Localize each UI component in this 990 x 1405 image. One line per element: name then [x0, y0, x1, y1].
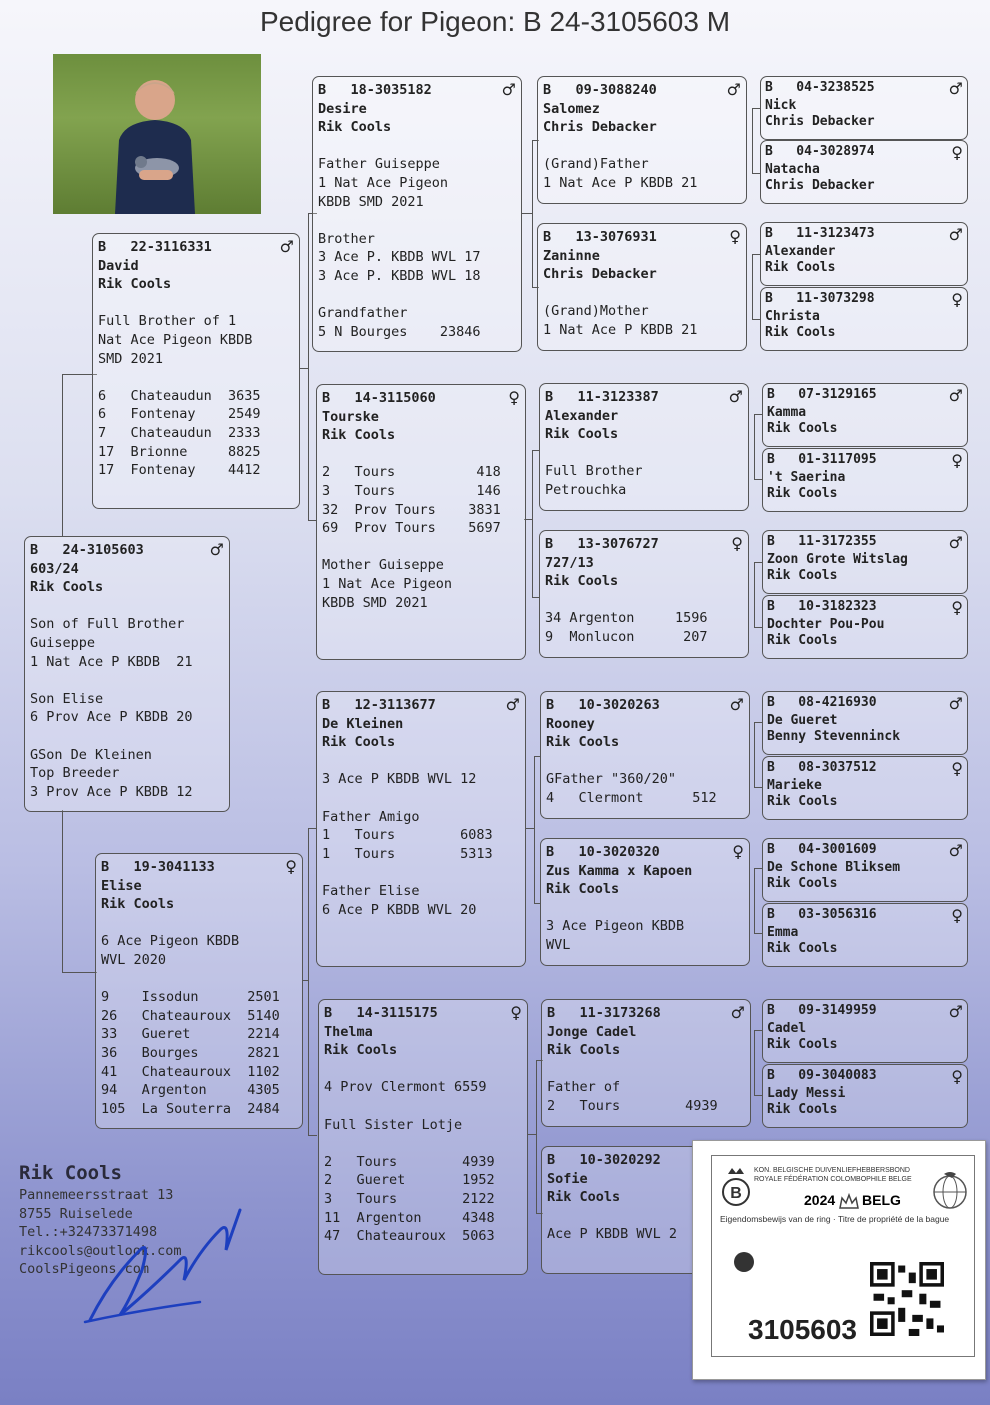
breeder-website[interactable]: CoolsPigeons.com — [19, 1261, 150, 1278]
pigeon-note — [547, 1207, 705, 1226]
pigeon-note — [98, 368, 294, 387]
page-title: Pedigree for Pigeon: B 24-3105603 M — [259, 6, 731, 37]
pigeon-owner: Rik Cools — [767, 876, 838, 891]
pigeon-note: 1 Nat Ace Pigeon — [318, 174, 449, 191]
pigeon-note: 105 La Souterra 2484 — [101, 1100, 280, 1117]
pigeon-name: De Gueret — [767, 713, 838, 728]
pigeon-note: KBDB SMD 2021 — [318, 193, 424, 210]
pigeon-note: 33 Gueret 2214 — [101, 1026, 280, 1043]
svg-text:B: B — [730, 1185, 742, 1202]
ring-number: B 10-3020292 — [547, 1152, 661, 1168]
pigeon-note: WVL — [546, 936, 571, 953]
pigeon-note: 17 Brionne 8825 — [98, 443, 261, 460]
ring-card-country: BELG — [862, 1192, 901, 1208]
ring-card-punch-hole — [734, 1252, 754, 1272]
ring-number: B 04-3238525 — [765, 80, 875, 95]
pigeon-header — [547, 1151, 705, 1170]
pigeon-card-g8 — [762, 595, 968, 659]
male-symbol-icon: ♂ — [209, 540, 224, 559]
pigeon-note: Father Guiseppe — [318, 156, 440, 173]
pigeon-name: Rooney — [546, 715, 595, 732]
pigeon-note — [30, 671, 224, 690]
pigeon-name: Elise — [101, 877, 142, 894]
signature-image — [80, 1190, 260, 1330]
pigeon-header — [767, 695, 963, 713]
male-symbol-icon: ♂ — [726, 80, 741, 99]
pigeon-note: 3 Tours 2122 — [324, 1190, 495, 1207]
ring-number: B 03-3056316 — [767, 907, 877, 922]
pigeon-note: WVL 2020 — [101, 951, 167, 968]
pigeon-card-mfm — [540, 838, 750, 966]
female-symbol-icon: ♀ — [951, 1067, 963, 1086]
fci-globe-icon — [930, 1170, 970, 1210]
pigeon-header — [767, 599, 963, 617]
pigeon-note — [322, 445, 520, 464]
pigeon-owner: Rik Cools — [545, 573, 619, 590]
female-symbol-icon: ♀ — [951, 290, 963, 309]
pigeon-owner: Rik Cools — [545, 426, 619, 443]
pigeon-name: De Kleinen — [322, 715, 404, 732]
pigeon-name: Jonge Cadel — [547, 1023, 637, 1040]
pigeon-card-mff — [540, 691, 750, 819]
pigeon-header — [318, 81, 516, 100]
pigeon-header — [543, 228, 741, 247]
male-symbol-icon: ♂ — [728, 387, 743, 406]
pigeon-note — [30, 727, 224, 746]
pigeon-note — [545, 444, 743, 463]
pigeon-owner: Chris Debacker — [765, 178, 875, 193]
pigeon-note: Ace P KBDB WVL 2 — [547, 1226, 678, 1243]
pigeon-card-fm — [316, 384, 526, 660]
pigeon-note — [545, 591, 743, 610]
pigeon-note: 2 Tours 4939 — [547, 1097, 718, 1114]
ring-number: B 01-3117095 — [767, 452, 877, 467]
pigeon-owner: Rik Cools — [30, 579, 104, 596]
breeder-figure — [115, 72, 195, 214]
pigeon-owner: Rik Cools — [767, 941, 838, 956]
male-symbol-icon: ♂ — [948, 1002, 963, 1021]
pigeon-owner: Rik Cools — [546, 881, 620, 898]
pigeon-note — [98, 294, 294, 313]
pigeon-name: Alexander — [545, 407, 619, 424]
ring-card-frame — [711, 1155, 975, 1357]
pigeon-header — [767, 387, 963, 405]
female-symbol-icon: ♀ — [951, 451, 963, 470]
pigeon-owner: Rik Cools — [322, 734, 396, 751]
pigeon-card-ffm — [537, 223, 747, 351]
ring-ownership-card — [692, 1140, 986, 1380]
pigeon-note: 69 Prov Tours 5697 — [322, 520, 501, 537]
pigeon-header — [322, 696, 520, 715]
pigeon-note: Full Brother of 1 — [98, 313, 237, 330]
pigeon-note: 1 Nat Ace Pigeon — [322, 575, 453, 592]
pigeon-name: De Schone Bliksem — [767, 860, 901, 875]
pigeon-owner: Rik Cools — [765, 260, 836, 275]
pigeon-note: 34 Argenton 1596 — [545, 610, 708, 627]
pigeon-note — [322, 752, 520, 771]
pigeon-name: Zus Kamma x Kapoen — [546, 862, 693, 879]
pigeon-header — [101, 858, 297, 877]
pigeon-note: Full Sister Lotje — [324, 1116, 463, 1133]
ring-number: B 11-3073298 — [765, 291, 875, 306]
pigeon-card-mother — [95, 853, 303, 1129]
male-symbol-icon: ♂ — [279, 237, 294, 256]
pigeon-header — [765, 291, 963, 309]
pigeon-header — [545, 388, 743, 407]
pigeon-owner: Rik Cools — [318, 119, 392, 136]
pigeon-note: Mother Guiseppe — [322, 557, 444, 574]
pigeon-note: 1 Nat Ace P KBDB 21 — [30, 653, 193, 670]
ring-number: B 14-3115175 — [324, 1005, 438, 1021]
breeder-name: Rik Cools — [19, 1162, 122, 1184]
pigeon-header — [767, 760, 963, 778]
pigeon-owner: Rik Cools — [767, 633, 838, 648]
pigeon-note: 41 Chateauroux 1102 — [101, 1063, 280, 1080]
female-symbol-icon: ♀ — [731, 534, 743, 553]
pigeon-note: 6 Ace Pigeon KBDB — [101, 933, 240, 950]
pigeon-card-g11 — [762, 838, 968, 902]
pigeon-note: Father of — [547, 1079, 621, 1096]
pigeon-name: Lady Messi — [767, 1086, 846, 1101]
female-symbol-icon: ♀ — [951, 759, 963, 778]
pigeon-name: Tourske — [322, 408, 379, 425]
ring-card-org-nl: KON. BELGISCHE DUIVENLIEFHEBBERSBOND — [754, 1167, 910, 1174]
pigeon-note: 9 Monlucon 207 — [545, 628, 708, 645]
male-symbol-icon: ♂ — [948, 225, 963, 244]
pigeon-card-g13 — [762, 999, 968, 1063]
pigeon-header — [767, 1068, 963, 1086]
pigeon-note — [543, 137, 741, 156]
pigeon-note: GFather "360/20" — [546, 771, 677, 788]
pigeon-note: Grandfather — [318, 305, 408, 322]
pigeon-name: Zoon Grote Witslag — [767, 552, 908, 567]
pigeon-note — [546, 899, 744, 918]
pigeon-note: GSon De Kleinen — [30, 746, 152, 763]
pigeon-note: 3 Ace P. KBDB WVL 18 — [318, 267, 481, 284]
pigeon-header — [767, 842, 963, 860]
pigeon-card-father — [92, 233, 300, 509]
ring-number: B 09-3040083 — [767, 1068, 877, 1083]
pigeon-name: Nick — [765, 98, 797, 113]
male-symbol-icon: ♂ — [729, 695, 744, 714]
pigeon-card-g3 — [760, 222, 968, 286]
pigeon-owner: Rik Cools — [101, 896, 175, 913]
ring-number: B 22-3116331 — [98, 239, 212, 255]
pigeon-note: 1 Nat Ace P KBDB 21 — [543, 174, 698, 191]
pigeon-header — [30, 541, 224, 560]
pigeon-note: 11 Argenton 4348 — [324, 1209, 495, 1226]
pigeon-note: 36 Bourges 2821 — [101, 1044, 280, 1061]
pigeon-note — [101, 914, 297, 933]
pigeon-card-subject — [24, 536, 230, 812]
ring-number: B 18-3035182 — [318, 82, 432, 98]
breeder-email[interactable]: rikcools@outlook.com — [19, 1242, 182, 1259]
ring-number: B 09-3088240 — [543, 82, 657, 98]
pigeon-header — [545, 535, 743, 554]
pigeon-header — [767, 534, 963, 552]
pigeon-owner: Rik Cools — [767, 568, 838, 583]
pigeon-note: 26 Chateauroux 5140 — [101, 1007, 280, 1024]
ring-card-org — [754, 1166, 912, 1184]
pigeon-name: Kamma — [767, 405, 807, 420]
pigeon-note: 4 Clermont 512 — [546, 789, 717, 806]
pigeon-owner: Benny Stevenninck — [767, 729, 901, 744]
ring-number: B 04-3028974 — [765, 144, 875, 159]
male-symbol-icon: ♂ — [948, 386, 963, 405]
ring-number: B 08-4216930 — [767, 695, 877, 710]
pigeon-card-mmm — [541, 1146, 711, 1274]
pigeon-note: 6 Prov Ace P KBDB 20 — [30, 709, 193, 726]
pigeon-owner: Rik Cools — [98, 276, 172, 293]
pigeon-note — [30, 597, 224, 616]
pigeon-card-g14 — [762, 1064, 968, 1128]
pigeon-note — [547, 1060, 745, 1079]
pigeon-card-g1 — [760, 76, 968, 140]
ring-number: B 12-3113677 — [322, 697, 436, 713]
pigeon-note: (Grand)Father — [543, 156, 649, 173]
pigeon-card-fmm — [539, 530, 749, 658]
pigeon-note — [324, 1134, 522, 1153]
pigeon-note: Brother — [318, 230, 375, 247]
male-symbol-icon: ♂ — [948, 533, 963, 552]
pigeon-note: 9 Issodun 2501 — [101, 989, 280, 1006]
crown-icon — [838, 1192, 860, 1210]
pigeon-note: 1 Nat Ace P KBDB 21 — [543, 321, 698, 338]
pigeon-header — [547, 1004, 745, 1023]
pigeon-owner: Chris Debacker — [765, 114, 875, 129]
pigeon-card-g10 — [762, 756, 968, 820]
pigeon-owner: Rik Cools — [547, 1042, 621, 1059]
pigeon-note: 1 Tours 6083 — [322, 827, 493, 844]
breeder-city: 8755 Ruiselede — [19, 1205, 133, 1222]
male-symbol-icon: ♂ — [948, 694, 963, 713]
female-symbol-icon: ♀ — [732, 842, 744, 861]
pigeon-note — [324, 1060, 522, 1079]
pigeon-card-mmf — [541, 999, 751, 1127]
pigeon-owner: Rik Cools — [767, 1037, 838, 1052]
pigeon-note: Top Breeder — [30, 765, 120, 782]
pigeon-header — [322, 389, 520, 408]
female-symbol-icon: ♀ — [951, 906, 963, 925]
pigeon-card-g6 — [762, 448, 968, 512]
female-symbol-icon: ♀ — [729, 227, 741, 246]
pigeon-header — [767, 452, 963, 470]
female-symbol-icon: ♀ — [951, 598, 963, 617]
female-symbol-icon: ♀ — [951, 143, 963, 162]
male-symbol-icon: ♂ — [501, 80, 516, 99]
pigeon-owner: Rik Cools — [322, 427, 396, 444]
pigeon-card-fff — [537, 76, 747, 204]
pigeon-note: 2 Tours 418 — [322, 464, 501, 481]
pigeon-owner: Chris Debacker — [543, 266, 657, 283]
ring-number: B 11-3172355 — [767, 534, 877, 549]
pigeon-note: Father Elise — [322, 882, 420, 899]
pigeon-owner: Chris Debacker — [543, 119, 657, 136]
pigeon-owner: Rik Cools — [546, 734, 620, 751]
pigeon-name: Dochter Pou-Pou — [767, 617, 885, 632]
pigeon-name: Marieke — [767, 778, 822, 793]
pigeon-note — [318, 137, 516, 156]
female-symbol-icon: ♀ — [508, 388, 520, 407]
pigeon-header — [546, 696, 744, 715]
pigeon-note: 4 Prov Clermont 6559 — [324, 1079, 487, 1096]
breeder-phone: Tel.:+32473371498 — [19, 1224, 158, 1241]
pigeon-header — [98, 238, 294, 257]
pigeon-note: Petrouchka — [545, 481, 627, 498]
pigeon-note: Father Amigo — [322, 808, 420, 825]
breeder-street: Pannemeersstraat 13 — [19, 1187, 174, 1203]
pigeon-note: 6 Fontenay 2549 — [98, 406, 261, 423]
ring-card-org-fr: ROYALE FÉDÉRATION COLOMBOPHILE BELGE — [754, 1176, 912, 1183]
kbdb-logo-icon — [720, 1168, 752, 1208]
pigeon-card-ff — [312, 76, 522, 352]
ring-card-ownership: Eigendomsbewijs van de ring · Titre de propriété de la bague — [720, 1214, 950, 1224]
pigeon-header — [765, 80, 963, 98]
pigeon-note: 3 Prov Ace P KBDB 12 — [30, 783, 193, 800]
pigeon-note: 2 Gueret 1952 — [324, 1172, 495, 1189]
pigeon-note: Guiseppe — [30, 634, 96, 651]
pigeon-card-mf — [316, 691, 526, 967]
ring-number: B 11-3123387 — [545, 389, 659, 405]
pigeon-note — [322, 538, 520, 557]
pigeon-name: Sofie — [547, 1170, 588, 1187]
pigeon-name: Cadel — [767, 1021, 807, 1036]
pigeon-card-fmf — [539, 383, 749, 511]
female-symbol-icon: ♀ — [510, 1003, 522, 1022]
pigeon-note — [322, 863, 520, 882]
ring-number: B 19-3041133 — [101, 859, 215, 875]
pigeon-header — [324, 1004, 522, 1023]
pigeon-note — [318, 286, 516, 305]
pigeon-header — [767, 907, 963, 925]
pigeon-note: 7 Chateaudun 2333 — [98, 424, 261, 441]
pigeon-note — [543, 284, 741, 303]
pigeon-owner: Rik Cools — [767, 421, 838, 436]
pigeon-card-g9 — [762, 691, 968, 755]
pigeon-note: 3 Ace Pigeon KBDB — [546, 918, 685, 935]
pigeon-name: 't Saerina — [767, 470, 846, 485]
pigeon-owner: Rik Cools — [547, 1189, 621, 1206]
pigeon-name: 727/13 — [545, 554, 594, 571]
pigeon-note — [318, 211, 516, 230]
pigeon-note — [546, 752, 744, 771]
pigeon-header — [546, 843, 744, 862]
ring-number: B 11-3173268 — [547, 1005, 661, 1021]
pigeon-name: Zaninne — [543, 247, 600, 264]
pigeon-note: (Grand)Mother — [543, 303, 649, 320]
pigeon-name: Natacha — [765, 162, 820, 177]
ring-card-year: 2024 — [804, 1192, 836, 1208]
pigeon-note: 47 Chateauroux 5063 — [324, 1228, 495, 1245]
female-symbol-icon: ♀ — [285, 857, 297, 876]
pigeon-note: Full Brother — [545, 463, 643, 480]
pigeon-owner: Rik Cools — [767, 486, 838, 501]
pigeon-header — [767, 1003, 963, 1021]
pigeon-note: 17 Fontenay 4412 — [98, 462, 261, 479]
pigeon-note — [324, 1097, 522, 1116]
male-symbol-icon: ♂ — [730, 1003, 745, 1022]
pigeon-note: 32 Prov Tours 3831 — [322, 501, 501, 518]
male-symbol-icon: ♂ — [948, 841, 963, 860]
pigeon-note: 3 Ace P KBDB WVL 12 — [322, 771, 477, 788]
ring-number: B 10-3020320 — [546, 844, 660, 860]
pigeon-card-g4 — [760, 287, 968, 351]
ring-number: B 09-3149959 — [767, 1003, 877, 1018]
pigeon-card-g2 — [760, 140, 968, 204]
ring-number: B 04-3001609 — [767, 842, 877, 857]
pigeon-note — [101, 970, 297, 989]
ring-number: B 14-3115060 — [322, 390, 436, 406]
ring-number: B 10-3020263 — [546, 697, 660, 713]
pigeon-card-g12 — [762, 903, 968, 967]
ring-number: B 07-3129165 — [767, 387, 877, 402]
pigeon-note: 1 Tours 5313 — [322, 845, 493, 862]
pigeon-note: 5 N Bourges 23846 — [318, 323, 481, 340]
pigeon-note: KBDB SMD 2021 — [322, 594, 428, 611]
male-symbol-icon: ♂ — [505, 695, 520, 714]
pigeon-name: Thelma — [324, 1023, 373, 1040]
ring-number: B 24-3105603 — [30, 542, 144, 558]
ring-number: B 08-3037512 — [767, 760, 877, 775]
pigeon-name: David — [98, 257, 139, 274]
pigeon-name: Salomez — [543, 100, 600, 117]
pigeon-note: 94 Argenton 4305 — [101, 1082, 280, 1099]
male-symbol-icon: ♂ — [948, 79, 963, 98]
pigeon-note: Nat Ace Pigeon KBDB — [98, 331, 253, 348]
pigeon-owner: Rik Cools — [767, 794, 838, 809]
pigeon-card-g5 — [762, 383, 968, 447]
pigeon-note: SMD 2021 — [98, 350, 164, 367]
pigeon-card-mm — [318, 999, 528, 1275]
pigeon-header — [765, 144, 963, 162]
pigeon-name: Emma — [767, 925, 799, 940]
ring-number: B 11-3123473 — [765, 226, 875, 241]
ring-number: B 10-3182323 — [767, 599, 877, 614]
pigeon-owner: Rik Cools — [767, 1102, 838, 1117]
pigeon-card-g7 — [762, 530, 968, 594]
pigeon-header — [543, 81, 741, 100]
pigeon-name: Desire — [318, 100, 367, 117]
pigeon-owner: Rik Cools — [324, 1042, 398, 1059]
pigeon-note — [322, 789, 520, 808]
pigeon-owner: Rik Cools — [765, 325, 836, 340]
breeder-photo — [53, 54, 261, 214]
ring-number: B 13-3076727 — [545, 536, 659, 552]
pigeon-name: Alexander — [765, 244, 836, 259]
ring-card-number: 3105603 — [748, 1314, 858, 1345]
pigeon-note: 6 Chateaudun 3635 — [98, 387, 261, 404]
pigeon-note: 6 Ace P KBDB WVL 20 — [322, 901, 477, 918]
pigeon-name: 603/24 — [30, 560, 79, 577]
pigeon-note: 3 Ace P. KBDB WVL 17 — [318, 249, 481, 266]
ring-number: B 13-3076931 — [543, 229, 657, 245]
pigeon-note: 2 Tours 4939 — [324, 1153, 495, 1170]
pigeon-note: Son Elise — [30, 690, 104, 707]
pigeon-note: Son of Full Brother — [30, 616, 185, 633]
pigeon-note: 3 Tours 146 — [322, 482, 501, 499]
qr-code-icon — [870, 1262, 944, 1336]
pigeon-name: Christa — [765, 309, 820, 324]
pigeon-header — [765, 226, 963, 244]
